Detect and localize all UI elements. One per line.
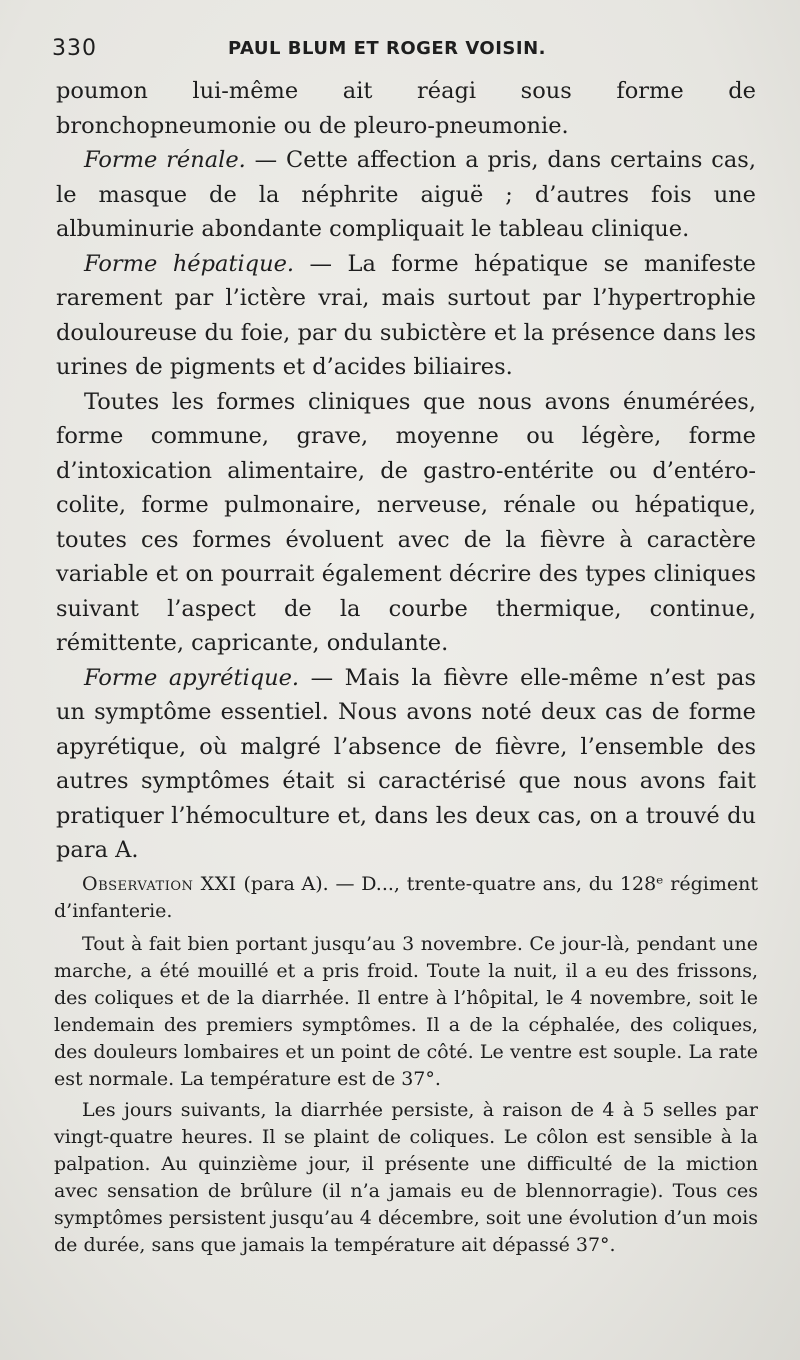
paragraph-forme-hepatique [56,247,756,385]
section-heading-apyretique: Forme apyrétique. [84,664,300,691]
main-text [56,74,756,868]
observation-block [54,871,758,1259]
observation-subject: (para A). — D..., trente-quatre ans, du 128ᵉ régiment d’infanterie. [54,873,758,922]
paragraph-text: — La forme hépatique se manifeste rarement par l’ictère vrai, mais surtout par l’hypertrophie douloureuse du foie, par du subictère et la présence dans les urines de pigments et d’acides biliaires. [56,250,756,380]
paragraph-continuation: poumon lui-même ait réagi sous forme de bronchopneumonie ou de pleuro-pneumonie. [56,78,756,139]
paragraph-forme-renale [56,143,756,247]
paragraph-formes-cliniques: Toutes les formes cliniques que nous avons énumérées, forme commune, grave, moyenne ou légère, forme d’intoxication alimentaire, de gastro-entérite ou d’entéro-colite, forme pulmonaire, nerveuse, rénale ou hépatique, toutes ces formes évoluent avec de la fièvre à caractère variable et on pourrait également décrire des types cliniques suivant l’aspect de la courbe thermique, continue, rémittente, capricante, ondulante. [56,388,756,656]
paragraph-forme-apyretique [56,661,756,868]
running-title: PAUL BLUM ET ROGER VOISIN. [228,38,546,59]
section-heading-hepatique: Forme hépatique. [84,250,295,277]
paragraph-text: — Cette affection a pris, dans certains cas, le masque de la néphrite aiguë ; d’autres fois une albuminurie abondante compliquait le tableau clinique. [56,147,756,242]
page-number: 330 [52,36,97,61]
section-heading-renale: Forme rénale. [84,147,246,173]
page-header [52,34,762,68]
observation-heading [54,871,758,925]
observation-paragraph-1: Tout à fait bien portant jusqu’au 3 novembre. Ce jour-là, pendant une marche, a été mouillé et a pris froid. Toute la nuit, il a eu des frissons, des coliques et de la diarrhée. Il entre à l’hôpital, le 4 novembre, soit le lendemain des premiers symptômes. Il a de la céphalée, des coliques, des douleurs lombaires et un point de côté. Le ventre est souple. La rate est normale. La température est de 37°. [54,933,758,1090]
observation-paragraph-2: Les jours suivants, la diarrhée persiste, à raison de 4 à 5 selles par vingt-quatre heures. Il se plaint de coliques. Le côlon est sensible à la palpation. Au quinzième jour, il présente une difficulté de la miction avec sensation de brûlure (il n’a jamais eu de blennorragie). Tous ces symptômes persistent jusqu’au 4 décembre, soit une évolution d’un mois de durée, sans que jamais la température ait dépassé 37°. [54,1099,758,1256]
observation-label: Observation XXI [82,873,237,895]
paragraph-text: — Mais la fièvre elle-même n’est pas un symptôme essentiel. Nous avons noté deux cas de forme apyrétique, où malgré l’absence de fièvre, l’ensemble des autres symptômes était si caractérisé que nous avons fait pratiquer l’hémoculture et, dans les deux cas, on a trouvé du para A. [56,664,756,863]
